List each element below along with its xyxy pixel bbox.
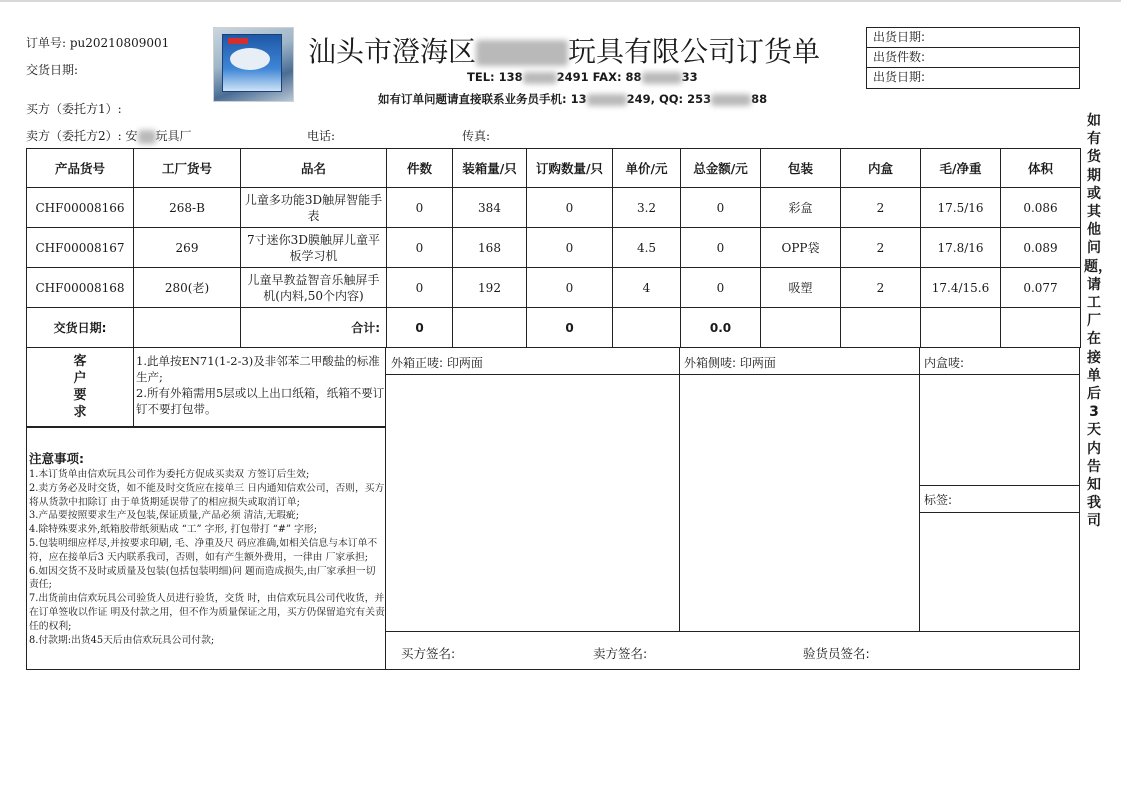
header-total-amount: 总金额/元 [681, 149, 761, 188]
table-row [27, 228, 1081, 268]
cell-order-qty: 0 [527, 188, 613, 228]
requirement-line: 1.此单按EN71(1-2-3)及非邻苯二甲酸盐的标准生产; [136, 354, 380, 384]
totals-empty [921, 308, 1001, 348]
redacted-block [138, 130, 156, 144]
order-number: 订单号: pu20210809001 [26, 36, 170, 50]
fax-label: 传真: [462, 129, 491, 143]
note-item: 4.除特殊要求外,纸箱胶带纸须贴成 “工” 字形, 打包带打 “#” 字形; [29, 524, 318, 536]
photo-logo-shape [228, 38, 248, 44]
cell-product-no: CHF00008168 [27, 268, 134, 308]
ship-date-field: 出货日期: [867, 28, 1079, 48]
notes-section [26, 427, 386, 670]
header-order-qty: 订购数量/只 [527, 149, 613, 188]
requirements-text [134, 353, 386, 417]
header-volume: 体积 [1001, 149, 1081, 188]
note-item: 7.出货前由信欢玩具公司验货人员进行验货，交货 时，由信欢玩具公司代收货，并在订单签收以作证 明及付款之用，但不作为质量保证之用，买方仍保留追究有关责任的权利; [29, 593, 385, 632]
label-mark: 标签: [924, 493, 953, 507]
cell-product-name: 7寸迷你3D膜触屏儿童平板学习机 [241, 228, 387, 268]
ship-date-field-2: 出货日期: [873, 70, 926, 84]
totals-empty [613, 308, 681, 348]
totals-row [27, 308, 1081, 348]
title-left: 汕头市澄海区 [308, 35, 477, 68]
cell-total-amount: 0 [681, 188, 761, 228]
req-label-char: 客 [73, 354, 87, 369]
tel-part-c: 33 [681, 70, 698, 84]
totals-amount: 0.0 [681, 308, 761, 348]
seller-line [26, 127, 192, 144]
totals-empty [453, 308, 527, 348]
seller-suffix: 玩具厂 [155, 129, 192, 143]
cell-pieces: 0 [387, 268, 453, 308]
note-item: 6.如因交货不及时或质量及包装(包括包装明细)问 题而造成损失,由厂家承担一切责任; [29, 565, 376, 591]
page-title [308, 30, 820, 70]
cell-per-carton: 384 [453, 188, 527, 228]
req-label-char: 户 [73, 371, 87, 386]
side-note: 如有货期或其他问题，请工厂在接单后3天内告知我司 [1084, 113, 1112, 530]
table-header-row [27, 149, 1081, 188]
buyer-label: 买方（委托方1）: [26, 102, 122, 116]
note-item: 1.本订货单由信欢玩具公司作为委托方促成买卖双 方签订后生效; [29, 469, 310, 480]
cell-factory-no: 268-B [134, 188, 241, 228]
totals-label: 合计: [241, 308, 387, 348]
header-inner-box: 内盒 [841, 149, 921, 188]
cell-volume: 0.089 [1001, 228, 1081, 268]
cell-product-no: CHF00008167 [27, 228, 134, 268]
cell-factory-no: 269 [134, 228, 241, 268]
cell-per-carton: 192 [453, 268, 527, 308]
cell-per-carton: 168 [453, 228, 527, 268]
header-pieces: 件数 [387, 149, 453, 188]
inner-box-mark: 内盒唛: [924, 356, 965, 370]
cell-packaging: 彩盒 [761, 188, 841, 228]
cell-factory-no: 280(老) [134, 268, 241, 308]
notes-title: 注意事项: [29, 451, 84, 466]
tel-part-a: TEL: 138 [467, 70, 523, 84]
seller-prefix: 卖方（委托方2）: 安 [26, 129, 138, 143]
redacted-block [523, 72, 557, 84]
cell-inner-box: 2 [841, 268, 921, 308]
title-right: 玩具有限公司订货单 [568, 35, 821, 68]
cell-product-name: 儿童早教益智音乐触屏手机(内料,50个内容) [241, 268, 387, 308]
delivery-date-label: 交货日期: [26, 63, 79, 77]
shipment-info-box [866, 27, 1080, 89]
note-item: 3.产品要按照要求生产及包装,保证质量,产品必须 清洁,无瑕疵; [29, 510, 300, 522]
cell-pieces: 0 [387, 188, 453, 228]
totals-empty [761, 308, 841, 348]
marks-divider [386, 374, 1080, 375]
inspector-signature: 验货员签名: [803, 646, 870, 661]
marks-divider [919, 348, 920, 631]
totals-order-qty: 0 [527, 308, 613, 348]
cell-pieces: 0 [387, 228, 453, 268]
cell-product-no: CHF00008166 [27, 188, 134, 228]
phone-label: 电话: [307, 129, 336, 143]
cell-volume: 0.077 [1001, 268, 1081, 308]
marks-divider [919, 512, 1080, 513]
cell-weight: 17.5/16 [921, 188, 1001, 228]
header-packaging: 包装 [761, 149, 841, 188]
cell-total-amount: 0 [681, 228, 761, 268]
top-border-line [0, 0, 1121, 2]
cell-unit-price: 4 [613, 268, 681, 308]
contact-line [378, 91, 767, 107]
cell-total-amount: 0 [681, 268, 761, 308]
totals-pieces: 0 [387, 308, 453, 348]
totals-delivery-label: 交货日期: [27, 308, 134, 348]
cell-order-qty: 0 [527, 268, 613, 308]
header-unit-price: 单价/元 [613, 149, 681, 188]
cell-unit-price: 3.2 [613, 188, 681, 228]
totals-empty [134, 308, 241, 348]
order-table [26, 148, 1081, 348]
cell-volume: 0.086 [1001, 188, 1081, 228]
product-photo [213, 27, 294, 102]
cell-unit-price: 4.5 [613, 228, 681, 268]
requirement-line: 2.所有外箱需用5层或以上出口纸箱，纸箱不要订钉不要打包带。 [136, 386, 385, 416]
marks-section [386, 347, 1080, 670]
redacted-block [711, 94, 751, 106]
ship-count-field: 出货件数: [867, 48, 1079, 68]
contact-part-c: 88 [751, 92, 768, 106]
cell-inner-box: 2 [841, 228, 921, 268]
note-item: 2.卖方务必及时交货，如不能及时交货应在接单三 日内通知信欢公司，否则，买方将从货款中扣除订 由于单货期延误带了的相应损失或取消订单; [29, 482, 385, 508]
header-product-no: 产品货号 [27, 149, 134, 188]
cell-order-qty: 0 [527, 228, 613, 268]
table-row [27, 188, 1081, 228]
contact-part-a: 如有订单问题请直接联系业务员手机: 13 [378, 92, 587, 106]
contact-part-b: 249, QQ: 253 [626, 92, 712, 106]
totals-empty [1001, 308, 1081, 348]
customer-requirements [26, 347, 386, 427]
seller-signature: 卖方签名: [593, 646, 648, 661]
cell-weight: 17.8/16 [921, 228, 1001, 268]
header-factory-no: 工厂货号 [134, 149, 241, 188]
header-weight: 毛/净重 [921, 149, 1001, 188]
cell-packaging: OPP袋 [761, 228, 841, 268]
header-per-carton: 装箱量/只 [453, 149, 527, 188]
totals-empty [841, 308, 921, 348]
marks-divider [679, 348, 680, 631]
photo-toy-shape [230, 48, 270, 70]
marks-divider [919, 485, 1080, 486]
cell-product-name: 儿童多功能3D触屏智能手表 [241, 188, 387, 228]
outer-front-mark: 外箱正唛: 印两面 [391, 356, 483, 370]
redacted-block [642, 72, 682, 84]
redacted-block [476, 40, 568, 66]
tel-fax-line [467, 70, 698, 84]
notes-list [29, 468, 385, 647]
tel-part-b: 2491 FAX: 88 [556, 70, 642, 84]
req-label-char: 要 [73, 388, 87, 403]
requirements-label [27, 347, 134, 427]
header-product-name: 品名 [241, 149, 387, 188]
note-item: 5.包装明细应样尽,并按要求印刷, 毛、净重及尺 码应准确,如相关信息与本订单不符，应在接单后3 天内联系我司，否则，如有产生额外费用，一律由 厂家承担; [29, 537, 378, 563]
table-row [27, 268, 1081, 308]
cell-packaging: 吸塑 [761, 268, 841, 308]
buyer-signature: 买方签名: [401, 646, 456, 661]
marks-divider [386, 631, 1080, 632]
cell-weight: 17.4/15.6 [921, 268, 1001, 308]
note-item: 8.付款期:出货45天后由信欢玩具公司付款; [29, 634, 215, 646]
outer-side-mark: 外箱侧唛: 印两面 [684, 356, 776, 370]
req-label-char: 求 [73, 405, 87, 420]
redacted-block [587, 94, 627, 106]
cell-inner-box: 2 [841, 188, 921, 228]
